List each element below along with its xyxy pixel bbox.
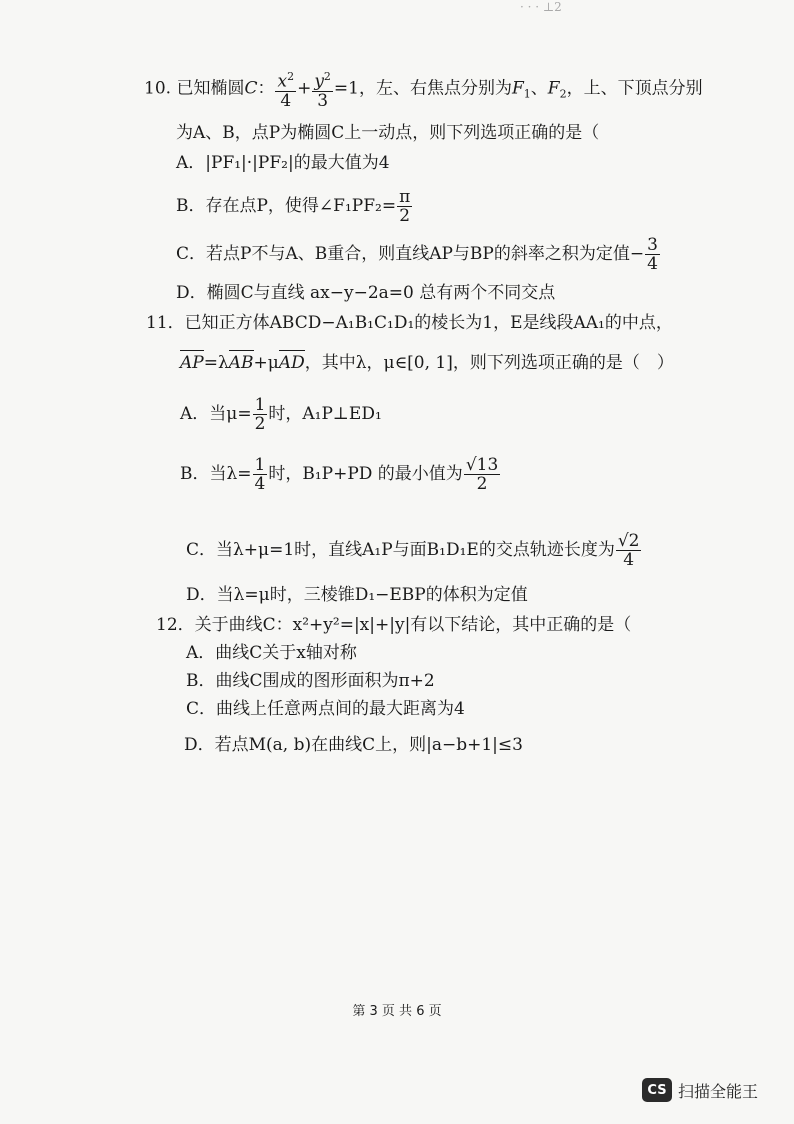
q10-stem-c: ，上、下顶点分别 bbox=[566, 78, 703, 99]
q10-stem-line1: 10. 已知椭圆C： $\frac{x^2}{4}$ + $\frac{y^2}{3}$ =1，左、右焦点分别为$F_1$、$F_2$，上、下顶点分别 bbox=[144, 70, 703, 111]
camscanner-watermark bbox=[642, 1078, 758, 1102]
q11-option-a-pre: A．当μ= bbox=[180, 404, 252, 424]
camscanner-logo-icon: CS bbox=[642, 1078, 672, 1102]
scan-edge-mark: · · · ⊥2 bbox=[520, 0, 562, 14]
q10-number: 10. bbox=[144, 78, 172, 99]
q11-option-c-text: C．当λ+μ=1时，直线A₁P与面B₁D₁E的交点轨迹长度为 bbox=[186, 540, 615, 560]
q10-stem-b: ，左、右焦点分别为 bbox=[358, 78, 512, 99]
q11-option-d: D．当λ=μ时，三棱锥D₁−EBP的体积为定值 bbox=[186, 585, 528, 605]
q10-stem-line2: 为A、B，点P为椭圆C上一动点，则下列选项正确的是（ bbox=[176, 123, 600, 143]
q11-option-b-mid: 时，B₁P+PD 的最小值为 bbox=[268, 464, 463, 484]
fraction-3-4: $\frac{3}{4}$ bbox=[647, 235, 658, 274]
ellipse-name: C bbox=[244, 78, 258, 99]
q11-stem-line2-tail: ，其中λ，μ∈[0, 1]，则下列选项正确的是（ ） bbox=[304, 353, 674, 373]
fraction-pi-2: $\frac{\pi}{2}$ bbox=[399, 187, 411, 226]
q12-option-b: B．曲线C围成的图形面积为π+2 bbox=[186, 671, 435, 691]
q12-option-d: D．若点M(a, b)在曲线C上，则|a−b+1|≤3 bbox=[184, 735, 523, 755]
q11-stem-line2: AP=λAB+μAD，其中λ，μ∈[0, 1]，则下列选项正确的是（ ） bbox=[180, 350, 674, 374]
fraction-1-4: $\frac{1}{4}$ bbox=[254, 455, 266, 494]
fraction-x2-4: $\frac{x^2}{4}$ bbox=[277, 70, 295, 111]
q12-stem: 12．关于曲线C：x²+y²=|x|+|y|有以下结论，其中正确的是（ bbox=[156, 615, 632, 635]
fraction-y2-3: $\frac{y^2}{3}$ bbox=[314, 70, 331, 111]
q11-option-b bbox=[180, 456, 501, 493]
fraction-1-2: $\frac{1}{2}$ bbox=[254, 395, 266, 434]
q10-option-b-text: B．存在点P，使得∠F₁PF₂= bbox=[176, 196, 397, 216]
q11-stem-line1: 11．已知正方体ABCD−A₁B₁C₁D₁的棱长为1，E是线段AA₁的中点， bbox=[146, 313, 673, 333]
q10-option-b bbox=[176, 188, 413, 225]
camscanner-logo-text: 扫描全能王 bbox=[678, 1081, 759, 1101]
q11-option-b-pre: B．当λ= bbox=[180, 464, 252, 484]
q12-option-c: C．曲线上任意两点间的最大距离为4 bbox=[186, 699, 465, 719]
q12-option-a: A．曲线C关于x轴对称 bbox=[186, 643, 357, 663]
q11-option-c bbox=[186, 532, 642, 569]
fraction-sqrt2-4: $\frac{√2}{4}$ bbox=[617, 531, 640, 570]
page-number-footer: 第 3 页 共 6 页 bbox=[352, 1004, 442, 1019]
q10-option-c bbox=[176, 236, 661, 273]
q11-option-a bbox=[180, 396, 382, 433]
q10-stem-a: 已知椭圆 bbox=[176, 78, 245, 99]
q10-option-d: D．椭圆C与直线 ax−y−2a=0 总有两个不同交点 bbox=[176, 283, 556, 303]
q10-option-c-text: C．若点P不与A、B重合，则直线AP与BP的斜率之积为定值− bbox=[176, 244, 645, 264]
fraction-sqrt13-2: $\frac{√13}{2}$ bbox=[465, 455, 499, 494]
q10-option-a: A．|PF₁|·|PF₂|的最大值为4 bbox=[176, 153, 390, 173]
q11-option-a-post: 时，A₁P⊥ED₁ bbox=[268, 404, 382, 424]
